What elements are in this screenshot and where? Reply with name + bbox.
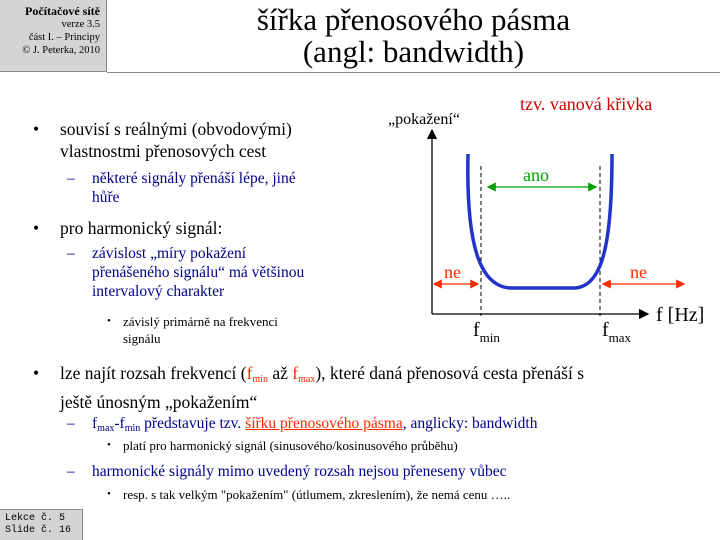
diagram-caption: tzv. vanová křivka [520,94,653,114]
course-name: Počítačové sítě [25,4,100,18]
y-axis-label: „pokažení“ [388,111,460,128]
bullet-dot: • [33,119,40,139]
bullet-3-sub-1-part-b: , anglicky: bandwidth [402,415,538,432]
bullet-3-sub-1-text [92,414,537,438]
version-label: verze 3.5 [61,19,100,30]
subsub-dot: • [107,488,111,500]
fmin-label [473,319,500,345]
bullet-1-line-2: vlastnostmi přenosových cest [60,141,267,161]
slide-number: Slide č. 16 [5,525,72,536]
slide-title [107,0,720,72]
fmax-subscript: max [298,374,316,385]
fmax-sub: max [608,330,632,345]
title-line-1: šířka přenosového pásma [256,2,571,37]
bullet-3 [33,362,693,412]
sub-dash: – [67,170,75,187]
part-label: část I. – Principy [28,32,100,43]
subsub-line-2: signálu [123,331,161,346]
ne-left-label: ne [444,262,461,282]
bullet-1-text [60,118,360,162]
bullet-1 [33,118,363,162]
fmax-subscript: max [97,423,115,434]
bullet-dot: • [33,218,40,238]
slide-counter-box [0,509,83,540]
author-label: © J. Peterka, 2010 [22,45,100,56]
sub-dash: – [67,415,75,432]
subsub-dot: • [107,439,111,451]
bullet-3-subsub-1-text: platí pro harmonický signál (sinusového/kosinusového průběhu) [123,438,458,453]
bullet-2-subsub-1-text [123,313,278,347]
bullet-2-sub-1 [67,244,367,301]
bullet-3-text [60,362,700,413]
fmin-subscript: min [124,423,141,434]
bullet-1-sub-1 [67,169,367,207]
lesson-number: Lekce č. 5 [5,513,66,524]
fmin-f: f [473,319,480,341]
bullet-dot: • [33,363,40,383]
sub-dash: – [67,245,75,262]
fmin-symbol: f [246,363,253,383]
bullet-2-sub-1-text [92,244,304,301]
fmin-sub: min [479,330,500,345]
bullet-3-az: až [267,363,293,383]
sub-dash: – [67,463,75,480]
subsub-line-1: závislý primárně na frekvenci [123,314,278,329]
bullet-2-text: pro harmonický signál: [60,218,223,238]
bullet-3-line-2: ještě únosným „pokažením“ [60,392,258,412]
fmin-subscript: min [252,374,268,385]
sub-line-3: intervalový charakter [92,283,225,300]
sub-line-1: některé signály přenáší lépe, jiné [92,170,296,187]
bullet-2-subsub-1 [107,313,367,347]
ano-label: ano [523,165,549,185]
sub-line-2: přenášeného signálu“ má většinou [92,264,305,281]
sub-line-2: hůře [92,189,120,206]
fmax-label [602,319,632,345]
title-divider [107,72,720,73]
fmax-f: f [602,319,609,341]
fmax-symbol: f [92,415,98,432]
fmax-symbol: f [292,363,299,383]
sub-line-1: závislost „míry pokažení [92,245,247,262]
title-line-2: (angl: bandwidth) [302,34,525,69]
bullet-1-line-1: souvisí s reálnými (obvodovými) [60,119,292,139]
bullet-2 [33,217,363,239]
x-axis-label: f [Hz] [656,304,705,326]
bullet-3-sub-1 [67,414,707,434]
fmin-symbol: -f [114,415,125,432]
bathtub-curve-diagram [370,86,720,356]
course-info-box [0,0,107,72]
bullet-3-part-b: ), které daná přenosová cesta přenáší s [315,363,585,383]
bullet-1-sub-1-text [92,169,296,207]
bandwidth-term: šířku přenosového pásma [245,415,403,432]
subsub-dot: • [107,315,111,327]
bullet-3-sub-2 [67,462,707,482]
ne-right-label: ne [630,262,647,282]
bullet-3-sub-1-part-a: představuje tzv. [140,415,246,432]
bullet-3-subsub-1 [107,437,687,455]
bullet-3-subsub-2 [107,486,687,504]
bullet-3-sub-2-text: harmonické signály mimo uvedený rozsah nejsou přeneseny vůbec [92,463,507,480]
bullet-3-subsub-2-text: resp. s tak velkým "pokažením" (útlumem, zkreslením), že nemá cenu ….. [123,487,511,502]
bullet-3-part-a: lze najít rozsah frekvencí ( [60,363,247,383]
